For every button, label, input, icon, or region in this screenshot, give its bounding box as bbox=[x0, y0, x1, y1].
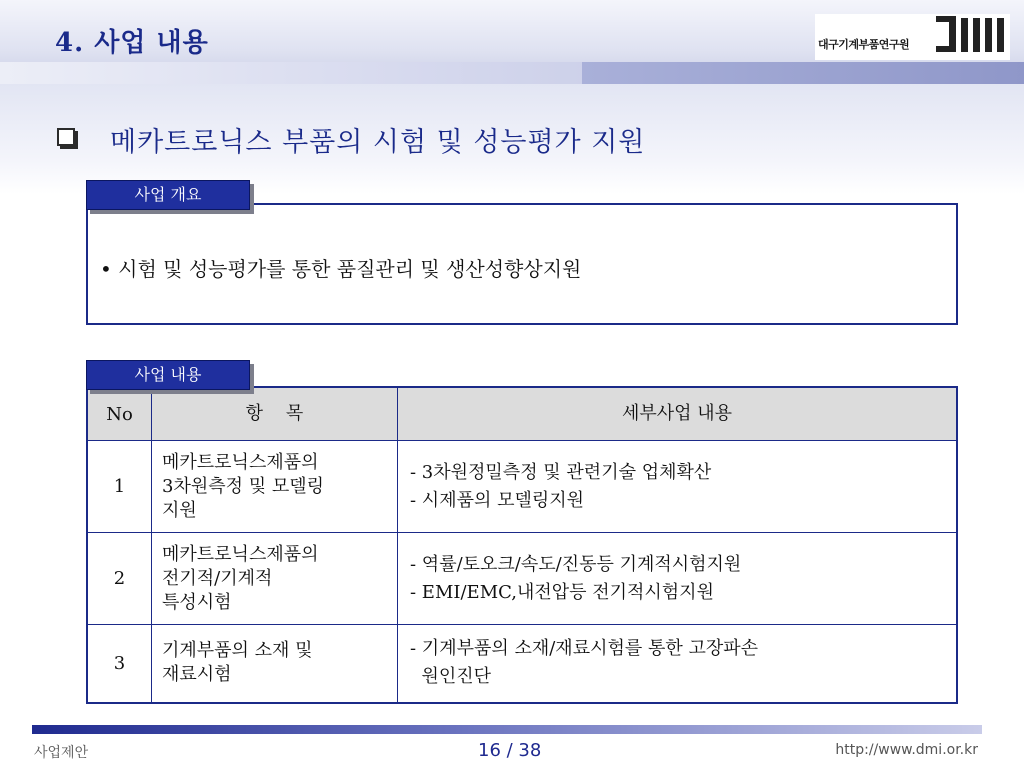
row-detail bbox=[398, 533, 958, 625]
row-detail-line: - 기계부품의 소재/재료시험를 통한 고장파손 bbox=[410, 638, 759, 660]
footer-label: 사업제안 bbox=[34, 745, 89, 761]
row-item bbox=[152, 533, 398, 625]
row-item-line: 재료시험 bbox=[162, 664, 232, 686]
row-number: 3 bbox=[87, 625, 152, 703]
column-header-item: 항 목 bbox=[152, 387, 398, 441]
row-number: 1 bbox=[87, 441, 152, 533]
row-item-line: 지원 bbox=[162, 499, 197, 521]
header-strip-accent bbox=[582, 62, 1024, 84]
row-item-line: 메카트로닉스제품의 bbox=[162, 543, 319, 565]
row-item bbox=[152, 441, 398, 533]
row-detail bbox=[398, 625, 958, 703]
table-row bbox=[87, 533, 957, 625]
row-detail-line: - EMI/EMC,내전압등 전기적시험지원 bbox=[410, 581, 714, 603]
logo-text: 대구기계부품연구원 bbox=[818, 38, 910, 51]
section-heading: 메카트로닉스 부품의 시험 및 성능평가 지원 bbox=[110, 127, 646, 158]
row-detail-line: 원인진단 bbox=[410, 666, 491, 688]
checkbox-bullet-icon bbox=[57, 128, 75, 146]
footer-bar bbox=[32, 725, 982, 734]
row-detail bbox=[398, 441, 958, 533]
row-number: 2 bbox=[87, 533, 152, 625]
details-table bbox=[86, 386, 958, 704]
page-number: 16 / 38 bbox=[478, 740, 542, 761]
logo-bars-icon bbox=[936, 16, 1006, 52]
row-item bbox=[152, 625, 398, 703]
footer-url[interactable]: http://www.dmi.or.kr bbox=[835, 742, 978, 758]
row-detail-line: - 3차원정밀측정 및 관련기술 업체확산 bbox=[410, 461, 712, 483]
column-header-no: No bbox=[87, 387, 152, 441]
overview-box bbox=[86, 203, 958, 325]
table-row bbox=[87, 625, 957, 703]
page-title: 4. 사업 내용 bbox=[55, 28, 209, 58]
row-item-line: 메카트로닉스제품의 bbox=[162, 451, 319, 473]
table-row bbox=[87, 441, 957, 533]
logo bbox=[815, 14, 1010, 60]
overview-bullet: • 시험 및 성능평가를 통한 품질관리 및 생산성향상지원 bbox=[100, 257, 582, 281]
column-header-detail: 세부사업 내용 bbox=[398, 387, 958, 441]
row-detail-line: - 시제품의 모델링지원 bbox=[410, 489, 585, 511]
table-header-row bbox=[87, 387, 957, 441]
row-item-line: 기계부품의 소재 및 bbox=[162, 640, 313, 662]
row-item-line: 3차원측정 및 모델링 bbox=[162, 475, 324, 497]
row-item-line: 전기적/기계적 bbox=[162, 567, 273, 589]
row-item-line: 특성시험 bbox=[162, 591, 232, 613]
details-tag: 사업 내용 bbox=[86, 360, 250, 390]
row-detail-line: - 역률/토오크/속도/진동등 기계적시험지원 bbox=[410, 553, 742, 575]
overview-tag: 사업 개요 bbox=[86, 180, 250, 210]
